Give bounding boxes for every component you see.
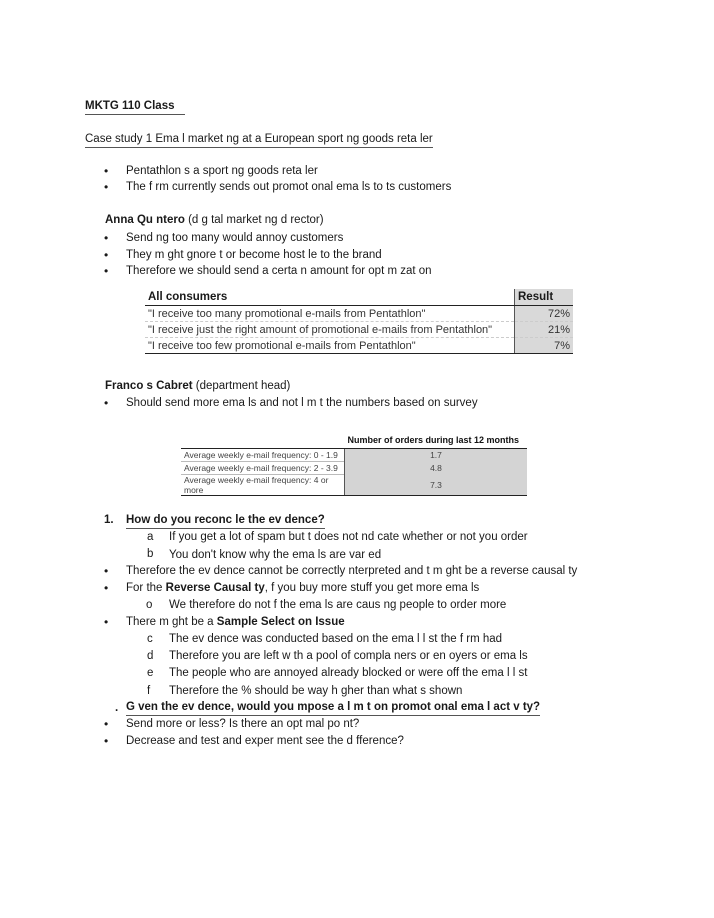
table-cell-value: 21% [515, 322, 574, 338]
sub-item: If you get a lot of spam but t does not nd cate whether or not you order [169, 531, 528, 543]
table-cell: Average weekly e-mail frequency: 2 - 3.9 [181, 462, 345, 475]
sub-marker: o [146, 599, 153, 611]
text-run: , f you buy more stuff you get more ema ls [264, 582, 480, 594]
sub-item: The ev dence was conducted based on the ema l l st the f rm had [169, 633, 503, 645]
bullet-icon: • [104, 734, 109, 748]
bullet-icon: • [104, 231, 109, 245]
table-cell-value: 72% [515, 306, 574, 322]
bullet-icon: • [104, 717, 109, 731]
anna-heading [105, 213, 324, 227]
sub-marker: b [147, 548, 154, 560]
sub-item: You don't know why the ema ls are var ed [169, 549, 382, 561]
sub-marker: c [147, 633, 153, 645]
bullet-icon: • [104, 264, 109, 278]
anna-name: Anna Qu ntero [105, 214, 185, 226]
q1-bullet [126, 615, 345, 629]
sub-marker: d [147, 650, 154, 662]
anna-bullet: They m ght gnore t or become host le to the brand [126, 249, 382, 261]
table-row [145, 322, 573, 338]
sub-marker: a [147, 531, 154, 543]
table-header-row [145, 289, 573, 306]
anna-role: (d g tal market ng d rector) [184, 214, 324, 226]
table-cell: "I receive too many promotional e-mails from Pentathlon" [145, 306, 515, 322]
intro-bullet: The f rm currently sends out promot onal ema ls to ts customers [126, 181, 452, 193]
table-cell-value: 7.3 [345, 475, 528, 496]
emphasis: Sample Select on Issue [216, 616, 345, 628]
table-header-cell: Result [515, 289, 574, 306]
table-row [181, 449, 527, 462]
francois-name: Franco s Cabret [105, 380, 193, 392]
sub-item: We therefore do not f the ema ls are caus ng people to order more [169, 599, 507, 611]
q1-number: 1. [104, 514, 114, 526]
table-header-cell: Number of orders during last 12 months [345, 432, 528, 449]
bullet-icon: • [104, 248, 109, 262]
q1-bullet: Therefore the ev dence cannot be correctly nterpreted and t m ght be a reverse causal ty [126, 565, 578, 577]
q2-number: . [115, 702, 119, 714]
text-run: There m ght be a [126, 616, 217, 628]
orders-table [181, 432, 527, 496]
table-row [145, 338, 573, 354]
q2-bullet: Send more or less? Is there an opt mal po nt? [126, 718, 360, 730]
sub-item: The people who are annoyed already blocked or were off the ema l l st [169, 667, 528, 679]
course-title: MKTG 110 Class [85, 99, 185, 115]
intro-bullet: Pentathlon s a sport ng goods reta ler [126, 165, 318, 177]
survey-table [145, 289, 573, 354]
table-cell: "I receive too few promotional e-mails from Pentathlon" [145, 338, 515, 354]
francois-role: (department head) [192, 380, 291, 392]
table-cell-value: 1.7 [345, 449, 528, 462]
table-cell: Average weekly e-mail frequency: 0 - 1.9 [181, 449, 345, 462]
table-cell: "I receive just the right amount of promotional e-mails from Pentathlon" [145, 322, 515, 338]
table-cell-value: 4.8 [345, 462, 528, 475]
table-row [181, 475, 527, 496]
table-row [181, 462, 527, 475]
table-row [145, 306, 573, 322]
emphasis: Reverse Causal ty [165, 582, 265, 594]
francois-heading [105, 379, 290, 393]
q1-title: How do you reconc le the ev dence? [126, 513, 325, 529]
anna-bullet: Therefore we should send a certa n amount for opt m zat on [126, 265, 432, 277]
q2-title: G ven the ev dence, would you mpose a l m t on promot onal ema l act v ty? [126, 700, 540, 716]
table-header-row [181, 432, 527, 449]
bullet-icon: • [104, 615, 109, 629]
q2-bullet: Decrease and test and exper ment see the d fference? [126, 735, 404, 747]
bullet-icon: • [104, 180, 109, 194]
sub-item: Therefore the % should be way h gher than what s shown [169, 685, 463, 697]
sub-marker: e [147, 667, 154, 679]
sub-marker: f [147, 685, 151, 697]
table-cell: Average weekly e-mail frequency: 4 or more [181, 475, 345, 496]
q1-bullet [126, 581, 479, 595]
bullet-icon: • [104, 564, 109, 578]
bullet-icon: • [104, 396, 109, 410]
anna-bullet: Send ng too many would annoy customers [126, 232, 344, 244]
table-cell-value: 7% [515, 338, 574, 354]
table-header-cell: All consumers [145, 289, 515, 306]
case-study-title: Case study 1 Ema l market ng at a European sport ng goods reta ler [85, 132, 433, 148]
table-header-cell [181, 432, 345, 449]
sub-item: Therefore you are left w th a pool of compla ners or en oyers or ema ls [169, 650, 528, 662]
text-run: For the [126, 582, 166, 594]
bullet-icon: • [104, 581, 109, 595]
bullet-icon: • [104, 164, 109, 178]
francois-bullet: Should send more ema ls and not l m t the numbers based on survey [126, 397, 478, 409]
